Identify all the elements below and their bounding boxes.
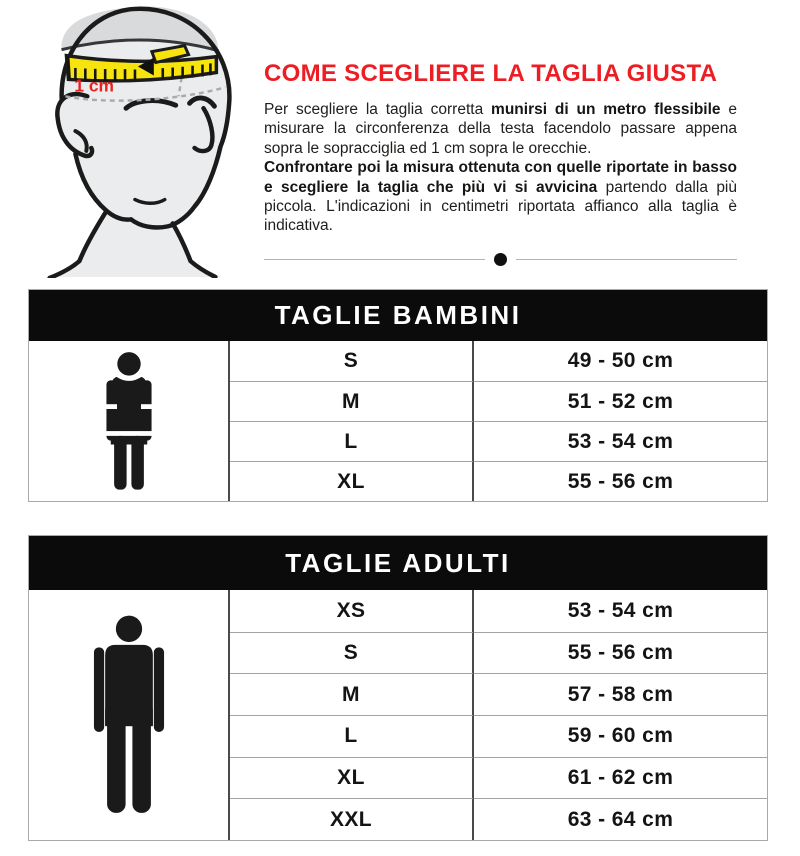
divider-line xyxy=(516,259,737,260)
divider-line xyxy=(264,259,485,260)
size-cell: S xyxy=(230,632,474,674)
size-cell: M xyxy=(230,381,474,421)
range-cell: 55 - 56 cm xyxy=(474,632,767,674)
page-title: COME SCEGLIERE LA TAGLIA GIUSTA xyxy=(264,60,718,87)
kids-table-title: TAGLIE BAMBINI xyxy=(29,290,767,341)
size-cell: M xyxy=(230,673,474,715)
intro-text: partendo dalla più piccola. L'indicazioni in centimetri riportata affianco alla taglia è indicativa. xyxy=(264,178,738,235)
child-icon xyxy=(105,351,153,491)
kids-size-table xyxy=(28,289,768,502)
intro-section xyxy=(264,60,737,266)
intro-text: Per scegliere la taglia corretta xyxy=(264,101,492,118)
size-cell: L xyxy=(230,715,474,757)
range-cell: 51 - 52 cm xyxy=(474,381,767,421)
adults-size-table xyxy=(28,535,768,841)
size-cell: XL xyxy=(230,461,474,501)
range-cell: 59 - 60 cm xyxy=(474,715,767,757)
size-cell: XS xyxy=(230,590,474,632)
range-cell: 63 - 64 cm xyxy=(474,798,767,840)
section-divider xyxy=(264,253,737,266)
intro-paragraph-2 xyxy=(264,158,737,236)
intro-paragraph-1 xyxy=(264,100,737,158)
adult-icon xyxy=(92,615,166,815)
intro-text: e misurare la circonferenza della testa facendolo passare appena sopra le sopracciglia ed 1 cm sopra le orecchie. xyxy=(264,101,737,157)
adults-table-title: TAGLIE ADULTI xyxy=(29,536,767,590)
adults-table-body xyxy=(29,590,767,840)
intro-text-bold: munirsi di un metro flessibile xyxy=(491,101,721,118)
range-cell: 57 - 58 cm xyxy=(474,673,767,715)
range-cell: 49 - 50 cm xyxy=(567,349,674,372)
size-cell: L xyxy=(230,421,474,461)
range-cell: 61 - 62 cm xyxy=(474,757,767,799)
child-icon-cell xyxy=(29,341,230,501)
size-cell: S xyxy=(230,341,474,381)
kids-table-body xyxy=(29,341,767,501)
divider-dot-icon xyxy=(494,253,507,266)
size-cell: XL xyxy=(230,757,474,799)
head-measurement-illustration xyxy=(4,0,256,278)
size-cell: XXL xyxy=(230,798,474,840)
one-cm-label: 1 cm xyxy=(74,75,114,96)
intro-text-bold: Confrontare poi la misura ottenuta con quelle riportate in basso e scegliere la taglia che più vi si avvicina xyxy=(264,159,737,196)
range-cell: 53 - 54 cm xyxy=(567,598,674,622)
range-cell: 53 - 54 cm xyxy=(474,421,767,461)
adult-icon-cell xyxy=(29,590,230,840)
range-cell: 55 - 56 cm xyxy=(474,461,767,501)
